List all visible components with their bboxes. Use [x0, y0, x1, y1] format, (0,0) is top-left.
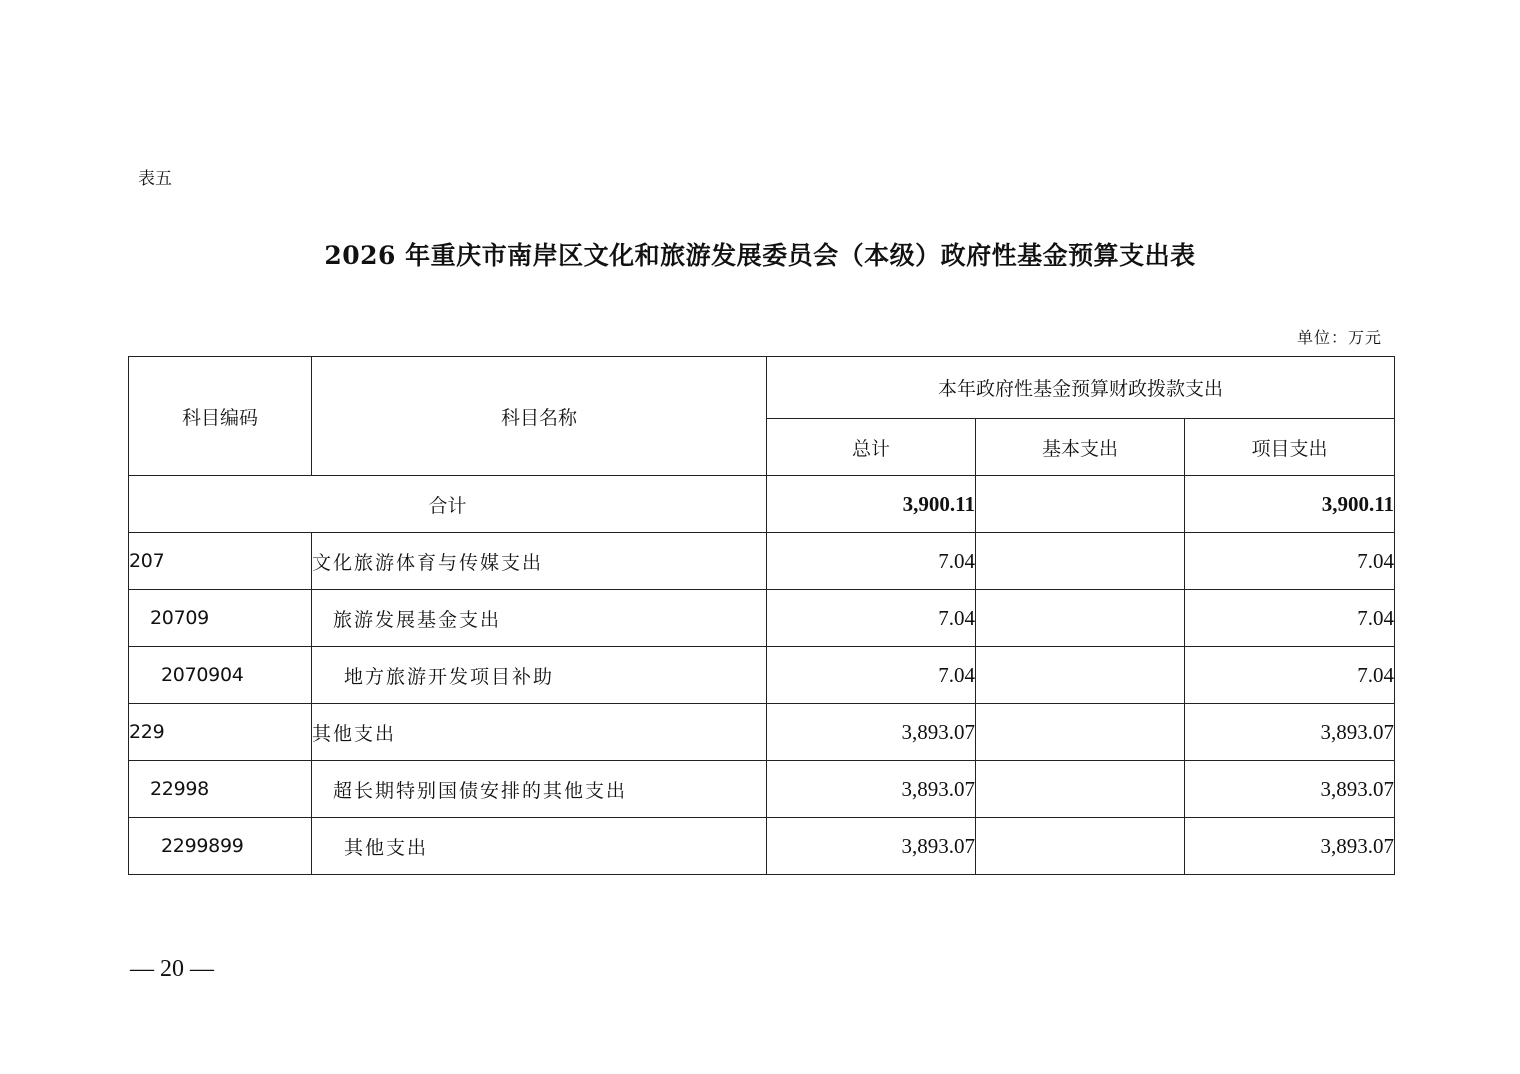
- table-row: [129, 647, 1395, 704]
- table-row: [129, 818, 1395, 875]
- row-total: 3,893.07: [767, 704, 976, 761]
- row-name: 旅游发展基金支出: [312, 590, 767, 647]
- row-code: 2070904: [129, 647, 312, 704]
- table-row: [129, 761, 1395, 818]
- total-label: 合计: [129, 476, 767, 533]
- total-project: 3,900.11: [1185, 476, 1395, 533]
- table-row: [129, 590, 1395, 647]
- total-row: [129, 476, 1395, 533]
- header-name: 科目名称: [312, 357, 767, 476]
- row-name: 其他支出: [312, 818, 767, 875]
- header-project: 项目支出: [1185, 419, 1395, 476]
- row-basic: [976, 590, 1185, 647]
- row-project: 7.04: [1185, 533, 1395, 590]
- row-total: 7.04: [767, 590, 976, 647]
- row-basic: [976, 818, 1185, 875]
- row-code: 2299899: [129, 818, 312, 875]
- row-basic: [976, 704, 1185, 761]
- row-project: 7.04: [1185, 590, 1395, 647]
- row-project: 7.04: [1185, 647, 1395, 704]
- budget-table: [128, 356, 1395, 875]
- row-basic: [976, 533, 1185, 590]
- row-project: 3,893.07: [1185, 704, 1395, 761]
- row-name: 地方旅游开发项目补助: [312, 647, 767, 704]
- row-total: 7.04: [767, 647, 976, 704]
- row-basic: [976, 647, 1185, 704]
- header-total: 总计: [767, 419, 976, 476]
- row-code: 22998: [129, 761, 312, 818]
- table-label: 表五: [138, 169, 172, 189]
- row-code: 207: [129, 533, 312, 590]
- table-row: [129, 533, 1395, 590]
- total-amount: 3,900.11: [767, 476, 976, 533]
- row-project: 3,893.07: [1185, 818, 1395, 875]
- row-code: 229: [129, 704, 312, 761]
- row-basic: [976, 761, 1185, 818]
- unit-label: 单位：万元: [1296, 328, 1382, 347]
- row-code: 20709: [129, 590, 312, 647]
- row-name: 其他支出: [312, 704, 767, 761]
- row-project: 3,893.07: [1185, 761, 1395, 818]
- total-basic: [976, 476, 1185, 533]
- header-group: 本年政府性基金预算财政拨款支出: [767, 357, 1395, 419]
- row-name: 文化旅游体育与传媒支出: [312, 533, 767, 590]
- header-code: 科目编码: [129, 357, 312, 476]
- document-title: 2026 年重庆市南岸区文化和旅游发展委员会（本级）政府性基金预算支出表: [324, 241, 1196, 270]
- page-number: — 20 —: [130, 956, 214, 982]
- row-total: 3,893.07: [767, 761, 976, 818]
- header-basic: 基本支出: [976, 419, 1185, 476]
- table-row: [129, 704, 1395, 761]
- row-name: 超长期特别国债安排的其他支出: [312, 761, 767, 818]
- row-total: 7.04: [767, 533, 976, 590]
- row-total: 3,893.07: [767, 818, 976, 875]
